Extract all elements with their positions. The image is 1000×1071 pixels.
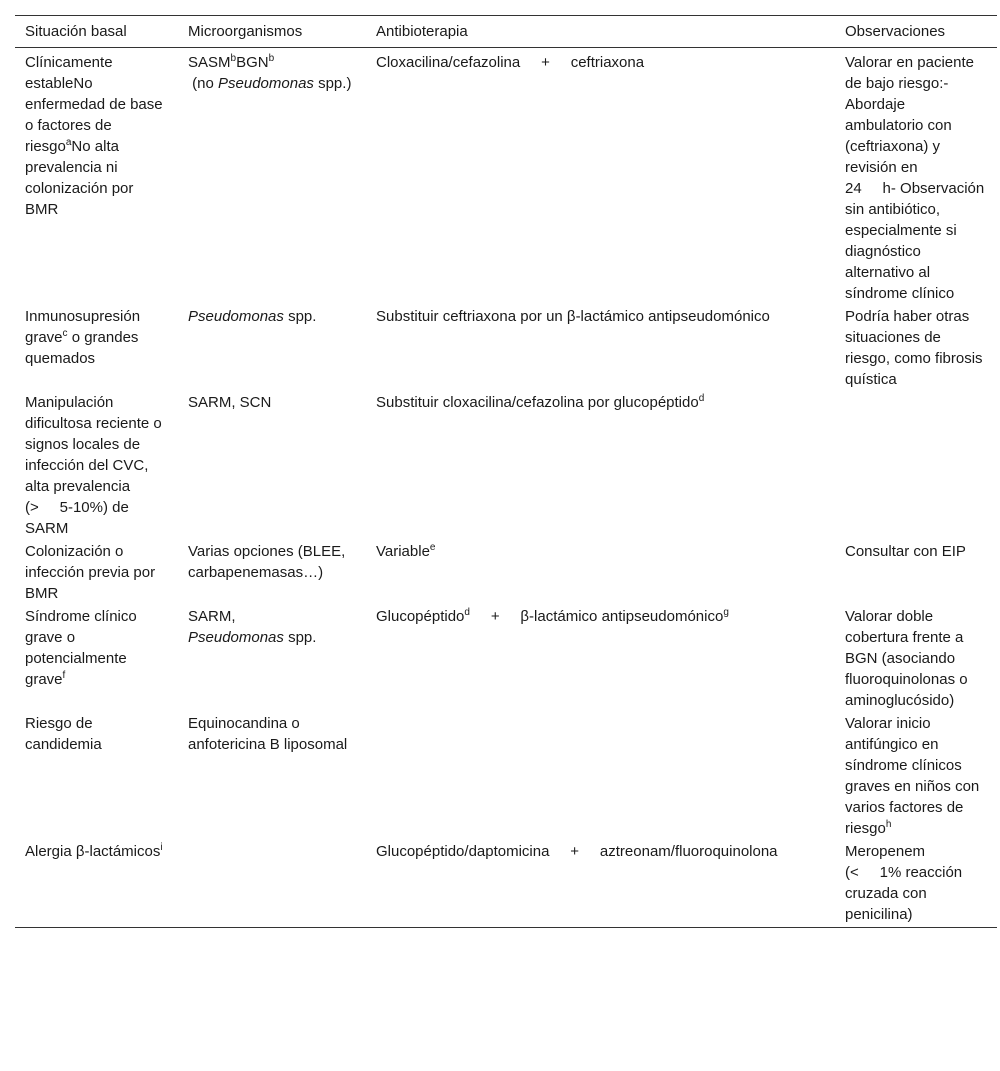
cell-observaciones: Meropenem (< 1% reacción cruzada con penicilina)	[835, 840, 997, 928]
footnote-marker: h	[885, 819, 892, 830]
header-observaciones: Observaciones	[835, 16, 997, 48]
cell-antibioterapia: Glucopéptido$^d$ + β-lactámico antipseudomónico$^g$	[376, 607, 729, 625]
header-row	[15, 16, 997, 48]
footnote-marker: b	[230, 53, 237, 64]
cell-observaciones: Podría haber otras situaciones de riesgo, como fibrosis quística	[845, 308, 983, 388]
header-microorganismos: Microorganismos	[178, 16, 366, 48]
cell-microorganismos: SARM, SCN	[188, 394, 272, 411]
table-row	[15, 840, 997, 928]
footnote-marker: c	[62, 328, 68, 339]
cell-observaciones: Valorar en paciente de bajo riesgo:- Abordaje ambulatorio con (ceftriaxona) y revisión en 24 h- Observación sin antibiótico, especialmente si diagnóstico alternativo al síndrome clínico	[845, 54, 985, 302]
table-row	[15, 712, 997, 840]
cell-situacion: Manipulación dificultosa reciente o signos locales de infección del CVC, alta prevalencia (> 5-10%) de SARM	[25, 394, 162, 537]
cell-microorganismos: SARM, Pseudomonas spp.	[188, 608, 317, 646]
cell-situacion: Alergia β-lactámicos$^i$	[15, 840, 178, 928]
footnote-marker: f	[62, 670, 66, 681]
antibiotherapy-table	[15, 15, 997, 928]
footnote-marker: b	[268, 53, 275, 64]
plus-operator: +	[570, 843, 580, 860]
cell-observaciones	[835, 391, 997, 540]
header-situacion: Situación basal	[15, 16, 178, 48]
cell-situacion: Colonización o infección previa por BMR	[25, 543, 156, 602]
cell-antibioterapia: Cloxacilina/cefazolina + ceftriaxona	[376, 54, 645, 71]
cell-microorganismos: Pseudomonas spp.	[188, 308, 317, 325]
cell-antibioterapia: Substituir ceftriaxona por un β-lactámico antipseudomónico	[376, 308, 770, 325]
footnote-marker: d	[698, 393, 705, 404]
cell-observaciones: Valorar inicio antifúngico en síndrome clínicos graves en niños con varios factores de riesgo$^h$	[845, 715, 980, 837]
footnote-marker: i	[160, 842, 163, 853]
cell-situacion: Clínicamente estableNo enfermedad de base o factores de riesgo$^a$No alta prevalencia ni colonización por BMR	[25, 54, 163, 218]
cell-observaciones: Consultar con EIP	[845, 543, 966, 560]
plus-operator: +	[490, 608, 500, 625]
footnote-marker: e	[429, 542, 436, 553]
footnote-marker: d	[464, 607, 470, 618]
cell-situacion: Síndrome clínico grave o potencialmente grave$^f$	[25, 608, 137, 688]
cell-microorganismos	[178, 840, 366, 928]
table-row	[15, 48, 997, 306]
table-row	[15, 540, 997, 605]
footnote-marker: a	[65, 137, 72, 148]
cell-microorganismos: Varias opciones (BLEE, carbapenemasas…)	[188, 543, 346, 581]
cell-situacion: Riesgo de candidemia	[25, 715, 102, 753]
cell-antibioterapia: Substituir cloxacilina/cefazolina por glucopéptido$^d$	[376, 393, 705, 411]
header-antibioterapia: Antibioterapia	[366, 16, 835, 48]
cell-situacion: Inmunosupresión grave$^c$ o grandes quemados	[25, 308, 141, 367]
table-row	[15, 605, 997, 712]
plus-operator: +	[541, 54, 550, 71]
table-body	[15, 48, 997, 928]
cell-antibioterapia	[366, 712, 835, 840]
footnote-marker: g	[723, 607, 729, 618]
cell-microorganismos: SASM$^b$BGN$^b$ (no Pseudomonas spp.)	[188, 53, 352, 92]
cell-microorganismos: Equinocandina o anfotericina B liposomal	[188, 715, 348, 753]
table-row	[15, 391, 997, 540]
cell-antibioterapia: Glucopéptido/daptomicina + aztreonam/fluoroquinolona	[366, 840, 835, 928]
cell-antibioterapia: Variable$^e$	[376, 542, 436, 560]
table-row	[15, 305, 997, 391]
table-header	[15, 16, 997, 48]
cell-observaciones: Valorar doble cobertura frente a BGN (asociando fluoroquinolonas o aminoglucósido)	[845, 608, 968, 709]
